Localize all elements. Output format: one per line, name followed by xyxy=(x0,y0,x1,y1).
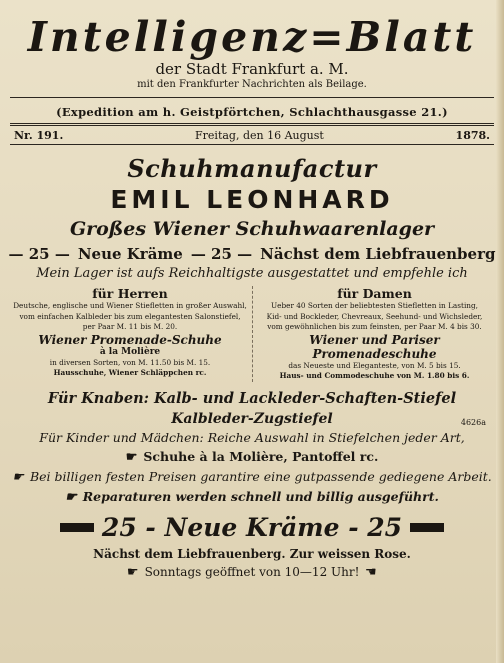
expedition-line: (Expedition am h. Geistpförtchen, Schlachthausgasse 21.) xyxy=(56,105,448,119)
dateline xyxy=(6,126,498,144)
damen-subheading: Wiener und Pariser xyxy=(309,332,440,347)
damen-column xyxy=(252,286,496,382)
knaben-line: Für Knaben: Kalb- und Lackleder-Schaften-Stiefel xyxy=(47,389,457,407)
damen-line: das Neueste und Eleganteste, von M. 5 bis 15. xyxy=(288,360,461,370)
masthead xyxy=(6,0,498,120)
kalbleder-row xyxy=(6,410,498,428)
decorative-bar xyxy=(60,523,94,532)
naechst-line: Nächst dem Liebfrauenberg. Zur weissen Rose. xyxy=(93,546,411,561)
city-line: der Stadt Frankfurt a. M. xyxy=(155,60,349,78)
supplement-line: mit den Frankfurter Nachrichten als Beilage. xyxy=(137,79,367,90)
damen-line: Ueber 40 Sorten der beliebtesten Stiefletten in Lasting, xyxy=(271,301,478,310)
address-number-left: — 25 — xyxy=(8,245,70,263)
issue-number: Nr. 191. xyxy=(14,129,64,142)
damen-line: vom gewöhnlichen bis zum feinsten, per Paar M. 4 bis 30. xyxy=(267,322,482,331)
kalbleder-line: Kalbleder-Zugstiefel xyxy=(171,410,333,427)
herren-subheading: Wiener Promenade-Schuhe xyxy=(38,332,222,347)
decorative-bar xyxy=(410,523,444,532)
page-edge xyxy=(496,0,504,663)
divider xyxy=(10,144,494,145)
newspaper-title: Intelligenz=Blatt xyxy=(27,13,477,61)
schuhe-line xyxy=(6,447,498,467)
herren-column xyxy=(8,286,252,382)
bottom-address xyxy=(6,511,498,545)
herren-heading: für Herren xyxy=(92,286,168,301)
advertisement xyxy=(6,153,498,582)
address-number-right: — 25 — xyxy=(190,245,253,263)
ad-heading: Schuhmanufactur xyxy=(127,154,377,183)
reparaturen-text: Reparaturen werden schnell und billig ausgeführt. xyxy=(82,488,439,504)
damen-heading: für Damen xyxy=(337,286,412,301)
damen-line: Kid- und Bockleder, Chevreaux, Seehund- und Wichsleder, xyxy=(266,311,483,321)
divider xyxy=(10,97,494,98)
sonntags-line xyxy=(6,563,498,582)
pointing-hand-icon: ☛ xyxy=(126,564,139,580)
ad-address xyxy=(6,243,498,265)
pointing-hand-icon: ☛ xyxy=(65,489,77,505)
sonntags-text: Sonntags geöffnet von 10—12 Uhr! xyxy=(144,564,360,579)
bottom-address-text: 25 - Neue Kräme - 25 xyxy=(101,512,403,542)
preise-line xyxy=(6,467,498,487)
offer-columns xyxy=(8,286,496,382)
reparaturen-line xyxy=(6,487,498,507)
herren-line: vom einfachen Kalbleder bis zum elegantesten Salonstiefel, xyxy=(19,311,241,321)
herren-subheading-2: à la Molière xyxy=(99,346,161,357)
herren-line: Hausschuhe, Wiener Schläppchen rc. xyxy=(53,368,207,377)
address-street: Neue Kräme xyxy=(77,245,183,263)
schuhe-text: Schuhe à la Molière, Pantoffel rc. xyxy=(143,448,379,464)
damen-subheading-2: Promenadeschuhe xyxy=(312,346,437,361)
pointing-hand-icon: ☛ xyxy=(365,564,378,580)
ad-company-name: EMIL LEONHARD xyxy=(110,185,394,214)
pointing-hand-icon: ☛ xyxy=(125,449,138,465)
herren-line: per Paar M. 11 bis M. 20. xyxy=(82,322,178,331)
ad-subheading: Großes Wiener Schuhwaarenlager xyxy=(69,218,435,240)
address-near: Nächst dem Liebfrauenberg xyxy=(260,245,496,263)
pointing-hand-icon: ☛ xyxy=(12,469,24,485)
kinder-line: Für Kinder und Mädchen: Reiche Auswahl in Stiefelchen jeder Art, xyxy=(39,429,465,445)
preise-text: Bei billigen festen Preisen garantire eine gutpassende gediegene Arbeit. xyxy=(29,468,492,484)
herren-line: in diversen Sorten, von M. 11.50 bis M. 15. xyxy=(49,357,211,367)
ad-reference-number: 4626a xyxy=(460,417,486,427)
ad-intro: Mein Lager ist aufs Reichhaltigste ausgestattet und empfehle ich xyxy=(36,266,468,281)
issue-date: Freitag, den 16 August xyxy=(195,129,324,142)
damen-line: Haus- und Commodeschuhe von M. 1.80 bis 6. xyxy=(279,371,470,380)
herren-line: Deutsche, englische und Wiener Stiefletten in großer Auswahl, xyxy=(13,301,247,310)
issue-year: 1878. xyxy=(455,129,490,142)
